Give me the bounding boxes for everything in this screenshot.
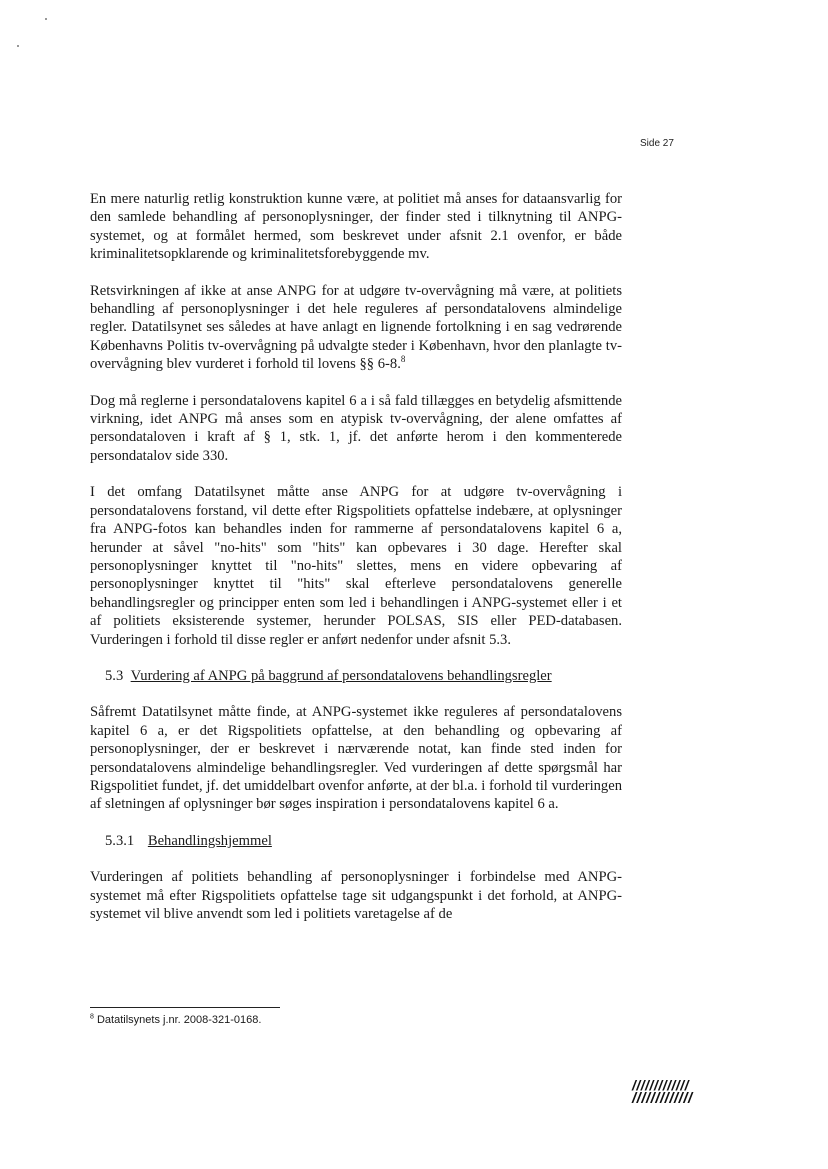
section-heading [105, 667, 622, 685]
footnote-reference: 8 [400, 354, 406, 365]
scan-speck [45, 18, 47, 20]
document-body [90, 190, 622, 941]
document-barcode [632, 1078, 767, 1106]
subsection-title: Behandlingshjemmel [147, 832, 272, 849]
footnote-marker: 8 [90, 1013, 94, 1021]
footnote-divider [90, 1007, 280, 1008]
footnote [90, 1014, 261, 1026]
paragraph: Vurderingen af politiets behandling af personoplysninger i forbindelse med ANPG-systemet må efter Rigspolitiets opfattelse tage sit udgangspunkt i det forhold, at ANPG-systemet vil blive anvendt som led i politiets varetagelse af de [90, 869, 622, 922]
paragraph [90, 282, 622, 374]
footnote-text: Datatilsynets j.nr. 2008-321-0168. [96, 1014, 262, 1026]
barcode-row: ///////////// [632, 1077, 690, 1093]
section-number: 5.3 [105, 667, 124, 684]
page-number: Side 27 [640, 138, 674, 149]
subsection-number: 5.3.1 [105, 832, 135, 849]
paragraph: Dog må reglerne i persondatalovens kapitel 6 a i så fald tillægges en betydelig afsmittende virkning, idet ANPG må anses som en atypisk tv-overvågning, der alene omfattes af persondataloven i kraft af § 1, stk. 1, jf. det anførte herom i den kommenterede persondatalov side 330. [90, 392, 622, 464]
barcode-row: ///////////// [632, 1090, 693, 1107]
paragraph-text: Retsvirkningen af ikke at anse ANPG for at udgøre tv-overvågning må være, at politiets behandling af personoplysninger i det hele reguleres af persondatalovens almindelige regler. Datatilsynet ses således at have anlagt en lignende fortolkning i en sag vedrørende Københavns Politis tv-overvågning på udvalgte steder i København, hvor den planlagte tv-overvågning blev vurderet i forhold til lovens §§ 6-8. [90, 282, 622, 373]
paragraph: En mere naturlig retlig konstruktion kunne være, at politiet må anses for dataansvarlig for den samlede behandling af personoplysninger, der finder sted i tilknytning til ANPG-systemet, og at formålet hermed, som beskrevet under afsnit 2.1 ovenfor, er både kriminalitetsopklarende og kriminalitetsforebyggende mv. [90, 191, 622, 263]
paragraph: I det omfang Datatilsynet måtte anse ANPG for at udgøre tv-overvågning i persondatalovens forstand, vil dette efter Rigspolitiets opfattelse indebære, at oplysninger fra ANPG-fotos kan behandles inden for rammerne af persondatalovens kapitel 6 a, herunder at såvel "no-hits" som "hits" kan opbevares i 30 dage. Herefter skal personoplysninger knyttet til "no-hits" slettes, mens en videre opbevaring af personoplysninger knyttet til "hits" skal efterleve persondatalovens generelle behandlingsregler og principper enten som led i behandlingen i ANPG-systemet eller i et af politiets eksisterende systemer, herunder POLSAS, SIS eller PED-databasen. Vurderingen i forhold til disse regler er anført nedenfor under afsnit 5.3. [90, 484, 622, 648]
scan-speck [17, 45, 19, 47]
section-title: Vurdering af ANPG på baggrund af persondatalovens behandlingsregler [130, 667, 552, 684]
subsection-heading [105, 832, 622, 850]
paragraph: Såfremt Datatilsynet måtte finde, at ANPG-systemet ikke reguleres af persondatalovens kapitel 6 a, er det Rigspolitiets opfattelse, at den behandling og opbevaring af personoplysninger, der er beskrevet i nærværende notat, kan finde sted inden for persondatalovens almindelige behandlingsregler. Ved vurderingen af dette spørgsmål har Rigspolitiet fundet, jf. det umiddelbart ovenfor anførte, at der bl.a. i forhold til vurderingen af sletningen af oplysninger bør søges inspiration i persondatalovens kapitel 6 a. [90, 704, 622, 813]
